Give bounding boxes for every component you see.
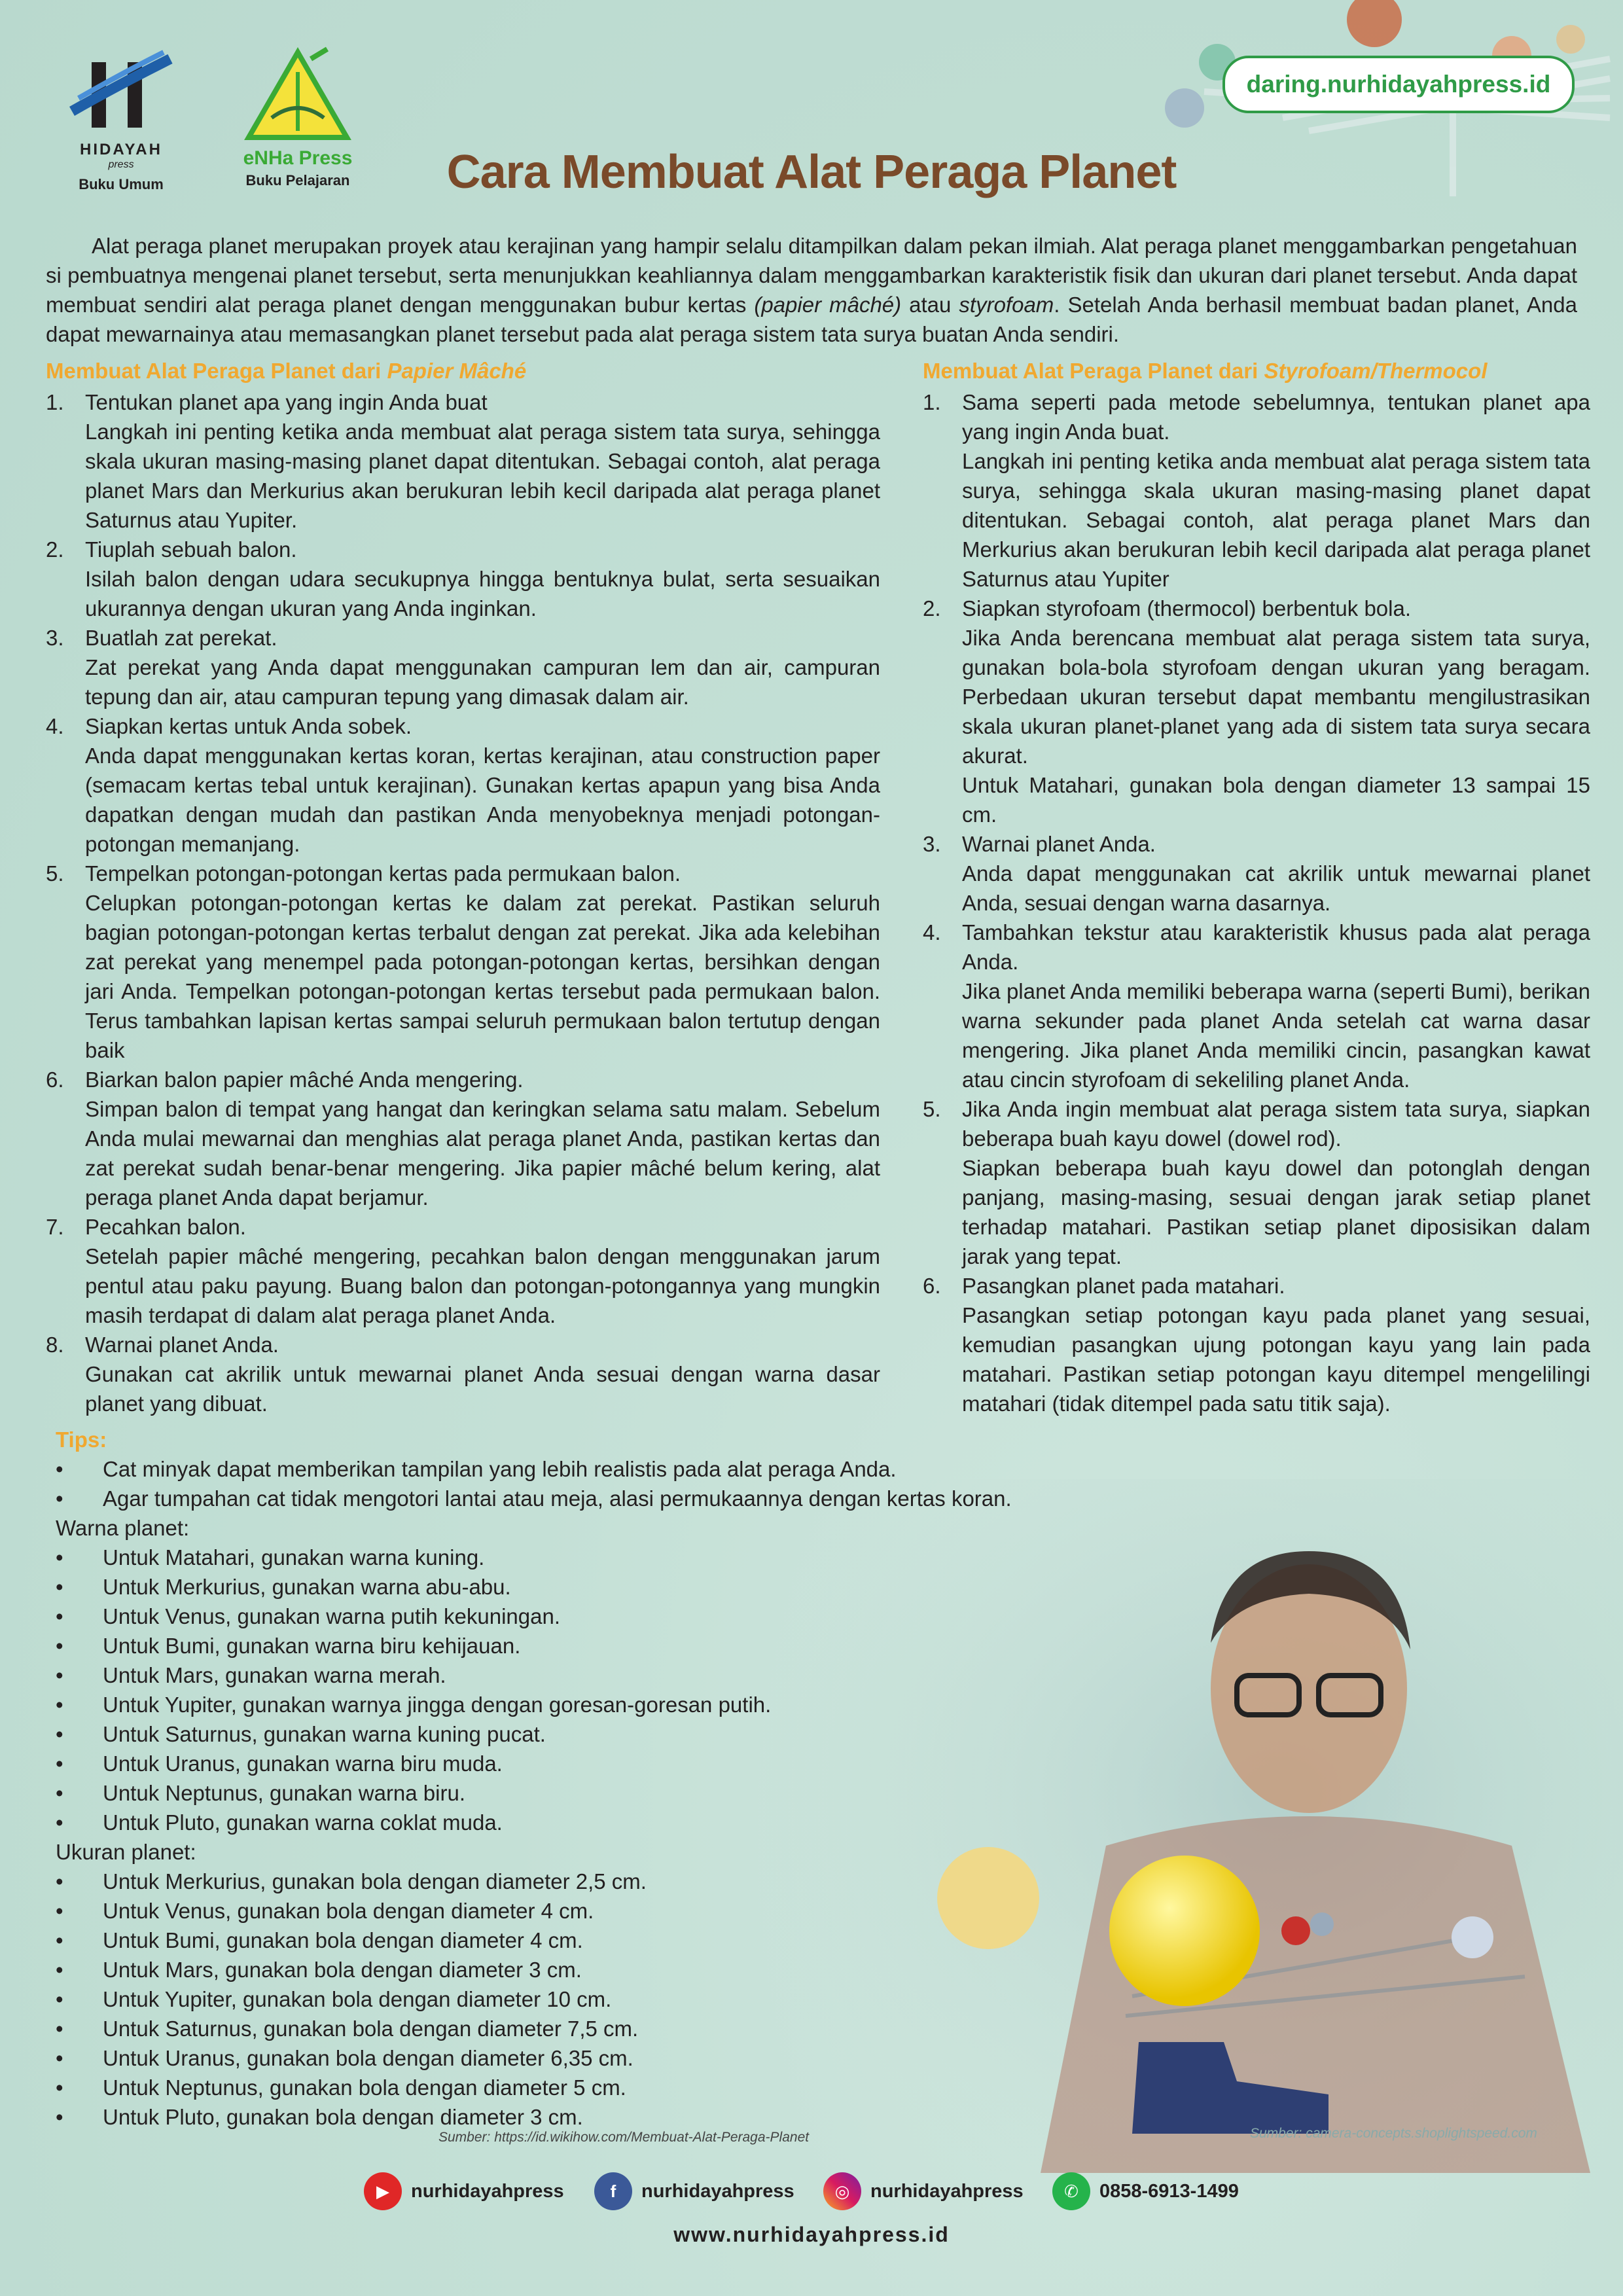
step-title: Pasangkan planet pada matahari.	[962, 1274, 1285, 1298]
whatsapp-number: 0858-6913-1499	[1099, 2180, 1239, 2202]
step-item	[923, 918, 1590, 1094]
step-number: 1.	[923, 390, 941, 414]
logo1-label: Buku Umum	[79, 176, 164, 192]
bullet-text: Untuk Venus, gunakan warna putih kekuningan.	[103, 1604, 560, 1628]
bullet-item	[56, 2073, 1168, 2102]
bullet-item	[56, 1808, 1168, 1837]
site-url-link[interactable]: daring.nurhidayahpress.id	[1222, 56, 1575, 113]
step-description: Isilah balon dengan udara secukupnya hingga bentuknya bulat, serta sesuaikan ukurannya dengan ukuran yang Anda inginkan.	[85, 567, 880, 620]
step-title: Tiuplah sebuah balon.	[85, 537, 297, 562]
step-item	[46, 535, 880, 623]
youtube-link[interactable]	[364, 2172, 564, 2211]
bullet-item	[56, 1896, 1168, 1926]
styrofoam-steps	[923, 387, 1590, 1418]
bullet-text: Cat minyak dapat memberikan tampilan yang lebih realistis pada alat peraga Anda.	[103, 1457, 897, 1481]
step-description: Zat perekat yang Anda dapat menggunakan campuran lem dan air, campuran tepung dan air, atau campuran tepung yang dimasak dalam air.	[85, 655, 880, 709]
step-description: Simpan balon di tempat yang hangat dan keringkan selama satu malam. Sebelum Anda mulai mewarnai dan menghias alat peraga planet Anda, pastikan kertas dan zat perekat sudah benar-benar mengering. Jika papier mâché belum kering, alat peraga planet Anda dapat berjamur.	[85, 1097, 880, 1210]
step-body	[85, 859, 880, 1065]
bullet-text: Untuk Yupiter, gunakan warnya jingga dengan goresan-goresan putih.	[103, 1693, 772, 1717]
bullet-icon: •	[56, 2105, 63, 2129]
step-description: Celupkan potongan-potongan kertas ke dalam zat perekat. Pastikan seluruh bagian potongan-potongan kertas terbalut dengan zat perekat. Jika ada kelebihan zat perekat yang menempel pada potongan-potongan kertas, bersihkan dengan jari Anda. Tempelkan potongan-potongan kertas tersebut pada permukaan balon. Terus tambahkan lapisan kertas sampai seluruh permukaan balon tertutup dengan baik	[85, 891, 880, 1062]
source-right: Sumber: camera-concepts.shoplightspeed.com	[1250, 2126, 1537, 2141]
step-number: 2.	[46, 537, 64, 562]
bullet-text: Untuk Pluto, gunakan bola dengan diameter 3 cm.	[103, 2105, 583, 2129]
source-left: Sumber: https://id.wikihow.com/Membuat-Alat-Peraga-Planet	[438, 2130, 810, 2145]
bullet-item	[56, 1867, 1168, 1896]
step-number: 3.	[46, 626, 64, 650]
step-body	[85, 387, 880, 535]
step-item	[46, 1065, 880, 1212]
bullet-item	[56, 1778, 1168, 1808]
step-body	[962, 918, 1590, 1094]
step-title: Sama seperti pada metode sebelumnya, tentukan planet apa yang ingin Anda buat.	[962, 390, 1590, 444]
youtube-handle: nurhidayahpress	[411, 2180, 564, 2202]
bullet-icon: •	[56, 1781, 63, 1805]
bullet-item	[56, 1984, 1168, 2014]
step-body	[962, 1271, 1590, 1418]
step-title: Buatlah zat perekat.	[85, 626, 277, 650]
bullet-item	[56, 2014, 1168, 2043]
bullet-text: Untuk Yupiter, gunakan bola dengan diameter 10 cm.	[103, 1987, 612, 2011]
facebook-link[interactable]	[594, 2172, 794, 2211]
step-item	[923, 1094, 1590, 1271]
step-number: 5.	[46, 861, 64, 886]
bullet-icon: •	[56, 2075, 63, 2100]
bullet-item	[56, 1543, 1168, 1572]
bullet-item	[56, 1719, 1168, 1749]
instagram-icon: ◎	[823, 2172, 861, 2210]
heading-prefix: Membuat Alat Peraga Planet dari	[923, 359, 1264, 383]
step-title: Warnai planet Anda.	[962, 832, 1156, 856]
bullet-text: Untuk Uranus, gunakan warna biru muda.	[103, 1751, 503, 1776]
step-body	[962, 1094, 1590, 1271]
bullet-icon: •	[56, 1987, 63, 2011]
bullet-item	[56, 1602, 1168, 1631]
instagram-handle: nurhidayahpress	[870, 2180, 1024, 2202]
step-description: Jika planet Anda memiliki beberapa warna (seperti Bumi), berikan warna sekunder pada planet Anda setelah cat warna dasar mengering. Jika planet Anda memiliki cincin, pasangkan kawat atau cincin styrofoam di sekeliling planet Anda.	[962, 979, 1590, 1092]
step-number: 5.	[923, 1097, 941, 1121]
step-description: Siapkan beberapa buah kayu dowel dan potonglah dengan panjang, masing-masing, sesuai dengan jarak setiap planet terhadap matahari. Pastikan setiap planet diposisikan dalam jarak yang tepat.	[962, 1156, 1590, 1268]
styrofoam-heading	[923, 359, 1590, 384]
step-number: 7.	[46, 1215, 64, 1239]
intro-paragraph: Alat peraga planet merupakan proyek atau kerajinan yang hampir selalu ditampilkan dalam pekan ilmiah. Alat peraga planet menggambarkan pengetahuan si pembuatnya mengenai planet tersebut, serta menunjukkan keahliannya dalam menggambarkan karakteristik fisik dan ukuran dari planet tersebut. Anda dapat membuat sendiri alat peraga planet dengan menggunakan bubur kertas (papier mâché) atau styrofoam. Setelah Anda berhasil membuat badan planet, Anda dapat mewarnainya atau memasangkan planet tersebut pada alat peraga sistem tata surya buatan Anda sendiri.	[46, 234, 1577, 346]
step-title: Pecahkan balon.	[85, 1215, 246, 1239]
bullet-item	[56, 1926, 1168, 1955]
step-title: Biarkan balon papier mâché Anda mengering.	[85, 1067, 524, 1092]
bullet-item	[56, 1454, 1168, 1484]
step-title: Siapkan styrofoam (thermocol) berbentuk bola.	[962, 596, 1412, 620]
bullet-icon: •	[56, 1634, 63, 1658]
step-item	[46, 859, 880, 1065]
step-item	[46, 1330, 880, 1418]
bullet-icon: •	[56, 1486, 63, 1511]
enha-logo	[236, 46, 360, 196]
bullet-item	[56, 1631, 1168, 1660]
bullet-icon: •	[56, 2046, 63, 2070]
bullet-icon: •	[56, 1958, 63, 1982]
tips-heading: Tips:	[56, 1427, 107, 1452]
bullet-item	[56, 1660, 1168, 1690]
hidayah-logo-sub: press	[108, 159, 134, 170]
facebook-icon: f	[594, 2172, 632, 2210]
bullet-text: Agar tumpahan cat tidak mengotori lantai atau meja, alasi permukaannya dengan kertas koran.	[103, 1486, 1012, 1511]
step-item	[923, 387, 1590, 594]
bullet-icon: •	[56, 1899, 63, 1923]
step-title: Tempelkan potongan-potongan kertas pada permukaan balon.	[85, 861, 681, 886]
bullet-item	[56, 1690, 1168, 1719]
step-body	[85, 1330, 880, 1418]
hidayah-logo-mark-icon	[65, 46, 177, 137]
website-link[interactable]: www.nurhidayahpress.id	[673, 2223, 950, 2246]
bullet-icon: •	[56, 1810, 63, 1835]
bullet-text: Untuk Matahari, gunakan warna kuning.	[103, 1545, 485, 1570]
step-item	[46, 711, 880, 859]
bullet-text: Untuk Bumi, gunakan warna biru kehijauan.	[103, 1634, 521, 1658]
step-number: 6.	[923, 1274, 941, 1298]
step-body	[85, 711, 880, 859]
bullet-icon: •	[56, 1693, 63, 1717]
bullet-text: Untuk Neptunus, gunakan bola dengan diameter 5 cm.	[103, 2075, 626, 2100]
bullet-text: Untuk Uranus, gunakan bola dengan diameter 6,35 cm.	[103, 2046, 633, 2070]
bullet-text: Untuk Merkurius, gunakan warna abu-abu.	[103, 1575, 511, 1599]
step-description: Langkah ini penting ketika anda membuat alat peraga sistem tata surya, sehingga skala ukuran masing-masing planet dapat ditentukan. Sebagai contoh, alat peraga planet Mars dan Merkurius akan berukuran lebih kecil daripada alat peraga planet Saturnus atau Yupiter	[962, 449, 1590, 591]
papier-mache-steps	[46, 387, 880, 1418]
papier-mache-section	[46, 359, 880, 1418]
step-body	[962, 594, 1590, 829]
heading-emphasis: Papier Mâché	[387, 359, 527, 383]
bullet-icon: •	[56, 1604, 63, 1628]
bullet-text: Untuk Venus, gunakan bola dengan diameter 4 cm.	[103, 1899, 594, 1923]
step-number: 1.	[46, 390, 64, 414]
step-item	[46, 1212, 880, 1330]
step-description: Setelah papier mâché mengering, pecahkan balon dengan menggunakan jarum pentul atau paku payung. Buang balon dan potongan-potongannya yang mungkin masih terdapat di dalam alat peraga planet Anda.	[85, 1244, 880, 1327]
bullet-icon: •	[56, 1575, 63, 1599]
heading-emphasis: Styrofoam/Thermocol	[1264, 359, 1488, 383]
step-body	[85, 1065, 880, 1212]
step-item	[923, 829, 1590, 918]
step-number: 3.	[923, 832, 941, 856]
step-description: Anda dapat menggunakan cat akrilik untuk mewarnai planet Anda, sesuai dengan warna dasarnya.	[962, 861, 1590, 915]
step-body	[85, 535, 880, 623]
tips-section	[56, 1425, 1168, 2132]
bullet-icon: •	[56, 1663, 63, 1687]
bullet-text: Untuk Saturnus, gunakan bola dengan diameter 7,5 cm.	[103, 2017, 639, 2041]
step-item	[923, 594, 1590, 829]
styrofoam-section	[923, 359, 1590, 1418]
step-description: Jika Anda berencana membuat alat peraga sistem tata surya, gunakan bola-bola styrofoam dengan ukuran yang beragam. Perbedaan ukuran tersebut dapat membantu mengilustrasikan skala ukuran planet-planet yang ada di sistem tata surya secara akurat.	[962, 626, 1590, 768]
step-number: 8.	[46, 1333, 64, 1357]
step-number: 4.	[923, 920, 941, 944]
bullet-item	[56, 1955, 1168, 1984]
bullet-icon: •	[56, 1722, 63, 1746]
bullet-item	[56, 1749, 1168, 1778]
bullet-text: Untuk Pluto, gunakan warna coklat muda.	[103, 1810, 503, 1835]
bullet-text: Untuk Merkurius, gunakan bola dengan diameter 2,5 cm.	[103, 1869, 647, 1893]
heading-prefix: Membuat Alat Peraga Planet dari	[46, 359, 387, 383]
instagram-link[interactable]	[823, 2172, 1024, 2211]
step-item	[923, 1271, 1590, 1418]
step-description: Pasangkan setiap potongan kayu pada planet yang sesuai, kemudian pasangkan ujung potongan kayu yang lain pada matahari. Pastikan setiap potongan kayu ditempel mengelilingi matahari (tidak ditempel pada satu titik saja).	[962, 1303, 1590, 1416]
step-description-extra: Untuk Matahari, gunakan bola dengan diameter 13 sampai 15 cm.	[962, 773, 1590, 827]
hidayah-logo-name: HIDAYAH	[80, 141, 162, 158]
step-title: Jika Anda ingin membuat alat peraga sistem tata surya, siapkan beberapa buah kayu dowel (dowel rod).	[962, 1097, 1590, 1151]
step-number: 4.	[46, 714, 64, 738]
step-item	[46, 387, 880, 535]
bullet-icon: •	[56, 1457, 63, 1481]
step-number: 6.	[46, 1067, 64, 1092]
warna-heading: Warna planet:	[56, 1516, 190, 1540]
logo2-label: Buku Pelajaran	[245, 172, 350, 188]
step-title: Tambahkan tekstur atau karakteristik khusus pada alat peraga Anda.	[962, 920, 1590, 974]
tips-list	[56, 1454, 1168, 1513]
bullet-icon: •	[56, 1869, 63, 1893]
bullet-text: Untuk Bumi, gunakan bola dengan diameter 4 cm.	[103, 1928, 583, 1952]
bullet-icon: •	[56, 2017, 63, 2041]
step-item	[46, 623, 880, 711]
bullet-icon: •	[56, 1545, 63, 1570]
step-title: Tentukan planet apa yang ingin Anda buat	[85, 390, 488, 414]
facebook-handle: nurhidayahpress	[641, 2180, 794, 2202]
step-body	[85, 1212, 880, 1330]
step-description: Gunakan cat akrilik untuk mewarnai planet Anda sesuai dengan warna dasar planet yang dibuat.	[85, 1362, 880, 1416]
youtube-icon: ▶	[364, 2172, 402, 2210]
bullet-item	[56, 1572, 1168, 1602]
step-title: Siapkan kertas untuk Anda sobek.	[85, 714, 412, 738]
bullet-icon: •	[56, 1928, 63, 1952]
step-body	[962, 829, 1590, 918]
whatsapp-link[interactable]	[1052, 2172, 1239, 2211]
step-title: Warnai planet Anda.	[85, 1333, 279, 1357]
papier-mache-heading	[46, 359, 880, 384]
enha-logo-mark-icon	[242, 46, 353, 144]
warna-list	[56, 1543, 1168, 1837]
bullet-text: Untuk Saturnus, gunakan warna kuning pucat.	[103, 1722, 546, 1746]
step-description: Langkah ini penting ketika anda membuat alat peraga sistem tata surya, sehingga skala ukuran masing-masing planet dapat ditentukan. Sebagai contoh, alat peraga planet Mars dan Merkurius akan berukuran lebih kecil daripada alat peraga planet Saturnus atau Yupiter.	[85, 420, 880, 532]
bullet-text: Untuk Neptunus, gunakan warna biru.	[103, 1781, 466, 1805]
hidayah-logo	[59, 46, 183, 196]
step-body	[962, 387, 1590, 594]
bullet-item	[56, 1484, 1168, 1513]
step-number: 2.	[923, 596, 941, 620]
ukuran-heading: Ukuran planet:	[56, 1840, 196, 1864]
bullet-text: Untuk Mars, gunakan bola dengan diameter 3 cm.	[103, 1958, 582, 1982]
step-description: Anda dapat menggunakan kertas koran, kertas kerajinan, atau construction paper (semacam kertas tebal untuk kerajinan). Gunakan kertas apapun yang bisa Anda dapatkan dengan mudah dan pastikan Anda menyobeknya menjadi potongan-potongan memanjang.	[85, 744, 880, 856]
step-body	[85, 623, 880, 711]
bullet-item	[56, 2043, 1168, 2073]
page-title: Cara Membuat Alat Peraga Planet	[446, 146, 1177, 198]
bullet-icon: •	[56, 1751, 63, 1776]
enha-logo-name: eNHa Press	[243, 147, 353, 169]
ukuran-list	[56, 1867, 1168, 2132]
bullet-text: Untuk Mars, gunakan warna merah.	[103, 1663, 446, 1687]
whatsapp-icon: ✆	[1052, 2172, 1090, 2210]
bullet-item	[56, 2102, 1168, 2132]
